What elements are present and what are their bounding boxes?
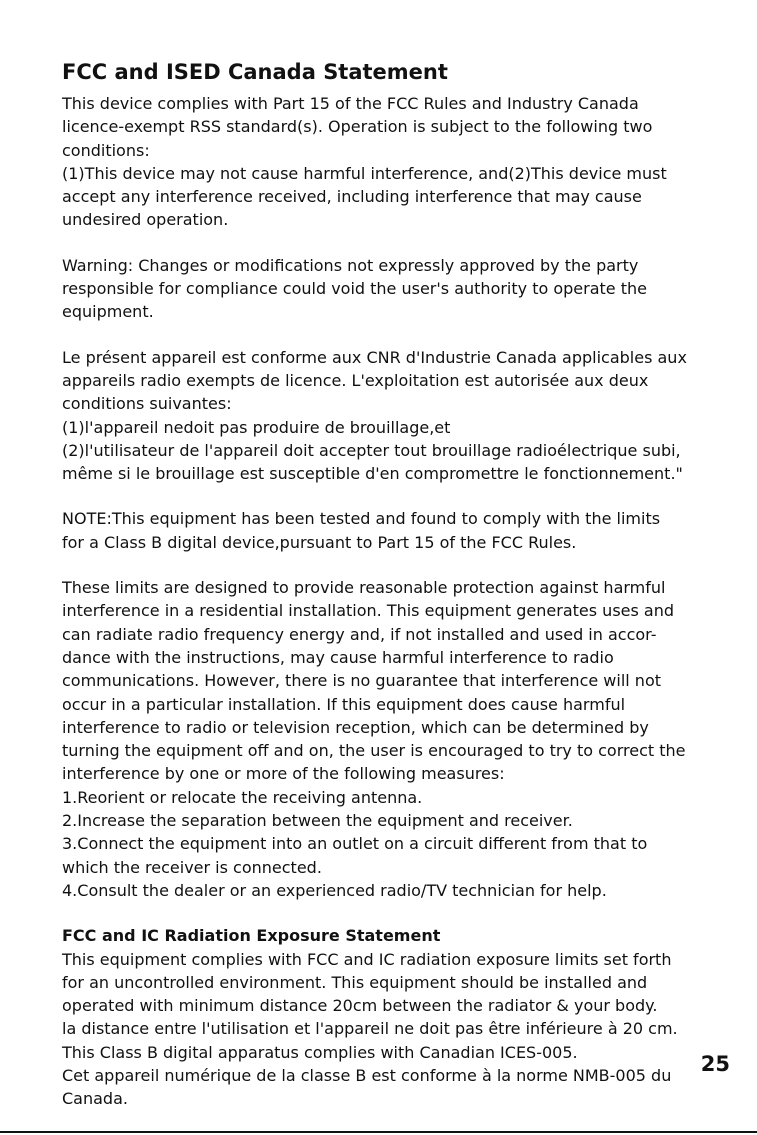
text-line: This equipment complies with FCC and IC radiation exposure limits set forth [62,949,672,969]
text-line: NOTE:This equipment has been tested and found to comply with the limits [62,509,661,529]
text-line: (2)l'utilisateur de l'appareil doit accepter tout brouillage radioélectrique subi, [62,440,681,460]
text-line: undesired operation. [62,210,229,230]
text-line: interference in a residential installation. This equipment generates uses and [62,601,675,621]
list-item: 4.Consult the dealer or an experienced radio/TV technician for help. [62,880,607,900]
note-paragraph [62,507,742,554]
text-line: This Class B digital apparatus complies with Canadian ICES-005. [62,1042,578,1062]
text-line: operated with minimum distance 20cm between the radiator & your body. [62,996,658,1016]
text-line: equipment. [62,302,154,322]
text-line: conditions: [62,140,150,160]
list-item: 2.Increase the separation between the equipment and receiver. [62,811,573,831]
text-line: which the receiver is connected. [62,857,322,877]
text-line: Cet appareil numérique de la classe B est conforme à la norme NMB-005 du [62,1065,672,1085]
text-line: for a Class B digital device,pursuant to Part 15 of the FCC Rules. [62,532,577,552]
text-line: Canada. [62,1089,128,1109]
text-line: occur in a particular installation. If this equipment does cause harmful [62,694,626,714]
compliance-paragraph [62,92,742,232]
text-line: licence-exempt RSS standard(s). Operation is subject to the following two [62,117,653,137]
text-line: interference by one or more of the following measures: [62,764,505,784]
text-line: conditions suivantes: [62,394,232,414]
text-line: accept any interference received, including interference that may cause [62,187,642,207]
limits-paragraph [62,576,742,902]
text-line: This device complies with Part 15 of the FCC Rules and Industry Canada [62,94,639,113]
list-item: 1.Reorient or relocate the receiving antenna. [62,787,423,807]
text-line: can radiate radio frequency energy and, if not installed and used in accor- [62,624,657,644]
radiation-section-heading: FCC and IC Radiation Exposure Statement [62,926,441,946]
text-line: la distance entre l'utilisation et l'appareil ne doit pas être inférieure à 20 cm. [62,1019,678,1039]
text-line: communications. However, there is no guarantee that interference will not [62,671,662,691]
french-compliance-paragraph [62,346,742,486]
radiation-paragraph [62,948,742,1111]
text-line: interference to radio or television reception, which can be determined by [62,717,649,737]
text-line: Warning: Changes or modifications not expressly approved by the party [62,255,639,275]
text-line: (1)This device may not cause harmful interference, and(2)This device must [62,163,667,183]
text-line: dance with the instructions, may cause harmful interference to radio [62,647,614,667]
text-line: turning the equipment off and on, the user is encouraged to try to correct the [62,741,686,761]
bottom-divider [0,1131,757,1133]
text-line: appareils radio exempts de licence. L'exploitation est autorisée aux deux [62,370,649,390]
text-line: Le présent appareil est conforme aux CNR d'Industrie Canada applicables aux [62,347,687,367]
document-page [62,58,742,1133]
page-number: 25 [700,1052,730,1076]
warning-paragraph [62,254,742,324]
text-line: (1)l'appareil nedoit pas produire de brouillage,et [62,417,451,437]
list-item: 3.Connect the equipment into an outlet on a circuit different from that to [62,834,648,854]
text-line: responsible for compliance could void the user's authority to operate the [62,279,647,299]
page-title: FCC and ISED Canada Statement [62,60,448,84]
text-line: for an uncontrolled environment. This equipment should be installed and [62,972,648,992]
text-line: These limits are designed to provide reasonable protection against harmful [62,578,666,598]
text-line: même si le brouillage est susceptible d'en compromettre le fonctionnement." [62,464,683,484]
